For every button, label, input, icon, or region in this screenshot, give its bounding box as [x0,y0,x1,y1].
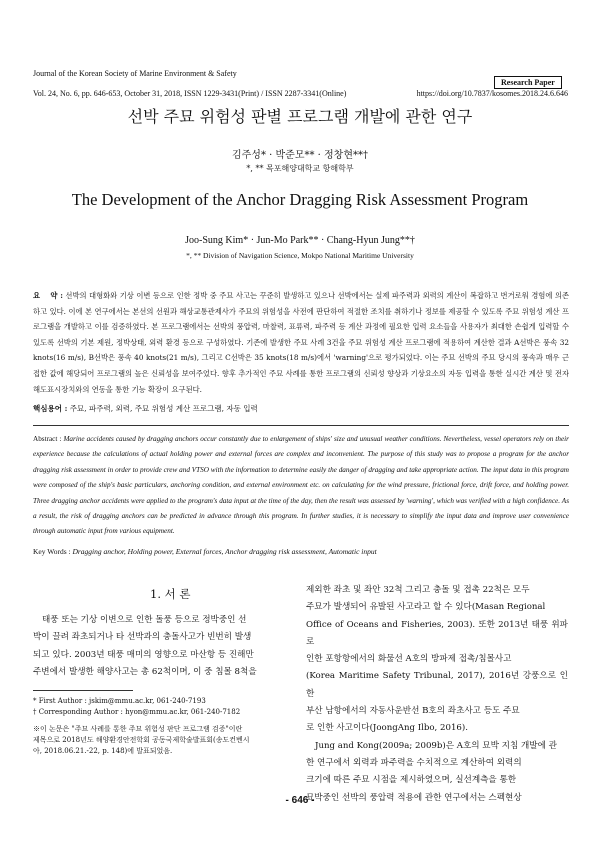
presentation-note-line: 아, 2018.06.21.-22, p. 148)에 발표되었음. [33,747,173,755]
text-line: 주변에서 발생한 해양사고는 총 62척이며, 이 중 침몰 8척을 [33,666,257,677]
text-line: 묘박중인 선박의 풍압력 적용에 관한 연구에서는 스펙현상 [306,792,522,803]
volume-line: Vol. 24, No. 6, pp. 646-653, October 31, 2018, ISSN 1229-3431(Print) / ISSN 2287-3341(Online) [33,89,347,98]
abstract-divider [33,425,569,426]
text-line: (Korea Maritime Safety Tribunal, 2017), 2016년 강풍으로 인한 [306,671,568,699]
footnotes [33,696,295,757]
section-heading: 1. 서 론 [150,587,191,601]
journal-name: Journal of the Korean Society of Marine Environment & Safety [33,69,237,78]
korean-abstract-text: 선박의 대형화와 기상 이변 등으로 인한 정박 중 주묘 사고는 꾸준히 발생하고 있으나 선박에서는 실제 파주력과 외력의 계산이 복잡하고 번거로워 경험에 의존하고 있다. 이에 본 연구에서는 본선의 선원과 해상교통관제사가 주묘의 위험성을 사전에 판단하여 적절한 조치를 취하기나 정보를 제공할 수 있도록 주묘 위험성 계산 프로그램을 개발하고 이를 검증하였다. 본 프로그램에서는 선박의 풍압력, 마찰력, 표류력, 파주력 등 계산 과정에 필요한 입력 요소들을 사용자가 최대한 손쉽게 입력할 수 있도록 선박의 기본 제원, 정박상태, 외력 환경 등으로 구성하였다. 기존에 발생한 주묘 사례 3건을 주묘 위험성 계산 프로그램에 적용하여 계산한 결과 A선박은 풍속 32 knots(16 m/s), B선박은 풍속 40 knots(21 m/s), 그리고 C선박은 35 knots(18 m/s)에서 'warning'으로 평가되었다. 이는 주묘 선박의 주묘 당시의 풍속과 매우 근접한 값에 해당되어 프로그램의 높은 신뢰성을 보여주었다. 향후 추가적인 주묘 사례를 통한 프로그램의 신뢰성 향상과 기상요소의 자동 입력을 통한 실시간 계산 및 전자해도표시장치와의 연동을 통한 기능 확장이 요구된다. [33,291,569,394]
korean-affiliation: *, ** 목포해양대학교 항해학부 [246,164,354,173]
english-keywords-label: Key Words : [33,547,71,556]
text-line: 크기에 따른 주묘 시점을 제시하였으며, 실선계측을 통한 [306,775,517,786]
text-line: 로 인한 사고이다(JoongAng Ilbo, 2016). [306,723,468,734]
english-affiliation: *, ** Division of Navigation Science, Mokpo National Maritime University [186,251,414,260]
page-number: - 646 - [285,795,315,806]
english-keywords [33,547,569,556]
presentation-note-line: 제목으로 2018년도 해양환경안전학회 공동국제학술발표회(송도컨벤시 [33,736,250,744]
english-abstract-text: Marine accidents caused by dragging anchors occur constantly due to enlargement of ships' size and unusual weather conditions. Nevertheless, vessel operators rely on their experience because the calculations of actual holding power and external forces are complex and inconvenient. The purpose of this study was to propose a program for the anchor dragging risk assessment in order to provide crew and VTSO with the information to determine easily the danger of dragging and take appropriate action. The input data in this program were composed of the ship's basic particulars, anchoring condition, and external environment etc. on calculating for the wind pressure, frictional force, drift force, and holding power. Three dragging anchor accidents were applied to the program's data input at the time of the day, then the result was assessed by 'warning', which was verified with a high confidence. As a result, the risk of dragging anchors can be predicted in advance through this program. In further studies, it is necessary to simplify the input data and improve user convenience through automatic input from various equipment. [33,435,569,536]
english-authors: Joo-Sung Kim* · Jun-Mo Park** · Chang-Hyun Jung**† [185,235,415,246]
text-line: 주묘가 발생되어 유발된 사고라고 할 수 있다(Masan Regional [306,602,546,613]
text-line: 박이 끌려 좌초되거나 타 선박과의 충돌사고가 빈번히 발생 [33,632,252,643]
intro-left-column [33,612,295,681]
english-abstract-label: Abstract : [33,435,62,443]
text-line: 태풍 또는 기상 이변으로 인한 돌풍 등으로 정박중인 선 [42,615,247,625]
text-line: 제외한 좌초 및 좌안 32척 그리고 충돌 및 접촉 22척은 모두 [306,585,530,595]
text-line: Office of Oceans and Fisheries, 2003). 또한 2013년 태풍 위파로 [306,619,568,647]
first-author-note: * First Author : jskim@mmu.ac.kr, 061-240-7193 [33,697,206,705]
korean-keywords-text: 주묘, 파주력, 외력, 주묘 위험성 계산 프로그램, 자동 입력 [69,404,258,413]
corresponding-author-note: † Corresponding Author : hyon@mmu.ac.kr, 061-240-7182 [33,708,241,716]
english-title: The Development of the Anchor Dragging Risk Assessment Program [71,190,529,209]
text-line: 되고 있다. 2003년 태풍 매미의 영향으로 마산항 등 진해만 [33,649,254,660]
intro-right-column [306,582,568,807]
korean-authors: 김주성* · 박준모** · 정창현**† [231,150,368,161]
korean-keywords-label: 핵심용어 : [33,404,68,413]
english-keywords-text: Dragging anchor, Holding power, External forces, Anchor dragging risk assessment, Automatic input [72,547,377,556]
korean-abstract [33,288,569,397]
paper-type-badge: Research Paper [494,76,562,89]
korean-title: 선박 주묘 위험성 판별 프로그램 개발에 관한 연구 [127,107,473,126]
english-abstract [33,432,569,540]
text-line: Jung and Kong(2009a; 2009b)은 A호의 묘박 지침 개발에 관 [315,740,557,751]
doi-link[interactable]: https://doi.org/10.7837/kosomes.2018.24.6.646 [416,89,568,98]
korean-abstract-label: 요 약 : [33,291,63,300]
text-line: 한 연구에서 외력과 파주력을 수치적으로 계산하여 외력의 [306,757,522,768]
text-line: 인한 포항항에서의 화물선 A호의 방파제 접촉/침몰사고 [306,654,512,665]
korean-keywords [33,403,569,414]
footnote-rule [33,690,133,691]
presentation-note-line: ※이 논문은 "주묘 사례를 통한 주묘 위험성 판단 프로그램 검증"이란 [33,725,243,733]
text-line: 부산 남항에서의 자동사운반선 B호의 좌초사고 등도 주묘 [306,706,520,717]
